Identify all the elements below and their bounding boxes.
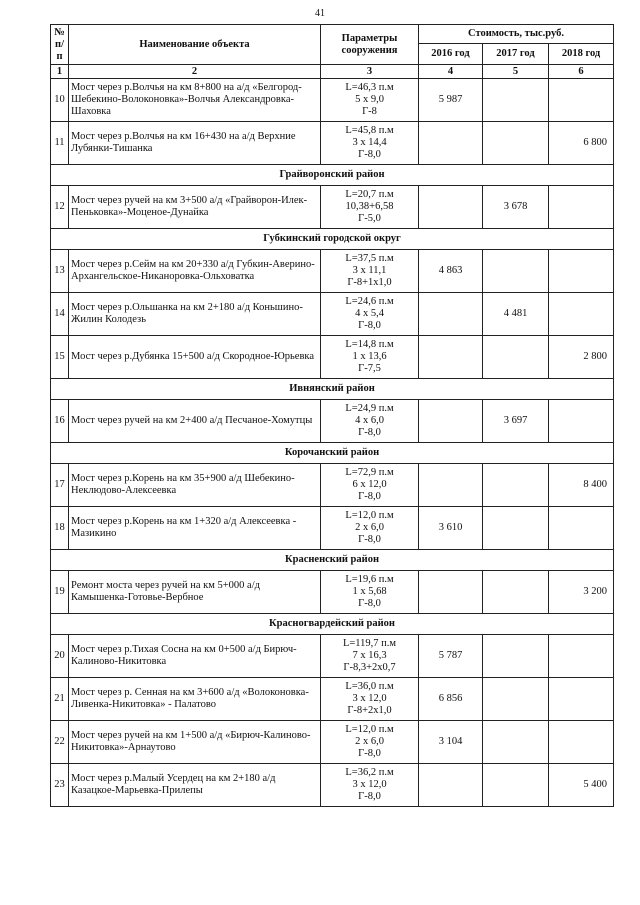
parameter-line: 3 х 14,4 [352, 137, 387, 148]
cost-2017 [483, 464, 549, 507]
parameter-line: Г-7,5 [358, 363, 381, 374]
row-number: 17 [51, 464, 69, 507]
district-title: Грайворонский район [51, 165, 614, 186]
cost-2016 [419, 400, 483, 443]
district-row [51, 379, 614, 400]
parameter-line: 4 х 5,4 [355, 308, 384, 319]
district-title: Корочанский район [51, 443, 614, 464]
parameter-line: Г-8,0 [358, 748, 381, 759]
row-number: 15 [51, 336, 69, 379]
column-index: 6 [549, 65, 614, 79]
column-index: 4 [419, 65, 483, 79]
table-row [51, 79, 614, 122]
parameter-line: 3 х 12,0 [352, 779, 387, 790]
parameter-line: L=12,0 п.м [345, 724, 394, 735]
object-name: Мост через р.Тихая Сосна на км 0+500 а/д Бирюч-Калиново-Никитовка [69, 635, 321, 678]
cost-2018: 6 800 [549, 122, 614, 165]
row-number: 11 [51, 122, 69, 165]
cost-2017 [483, 721, 549, 764]
parameter-line: L=45,8 п.м [345, 125, 394, 136]
parameter-line: 1 х 5,68 [352, 586, 387, 597]
district-row [51, 229, 614, 250]
cost-2018 [549, 293, 614, 336]
cost-2017 [483, 764, 549, 807]
header-year-2018: 2018 год [549, 44, 614, 65]
bridges-cost-table [50, 24, 614, 807]
header-year-2017: 2017 год [483, 44, 549, 65]
cost-2016 [419, 764, 483, 807]
cost-2018: 5 400 [549, 764, 614, 807]
district-title: Красногвардейский район [51, 614, 614, 635]
parameter-line: Г-8+1х1,0 [347, 277, 392, 288]
cost-2018 [549, 635, 614, 678]
parameter-line: 5 х 9,0 [355, 94, 384, 105]
district-row [51, 550, 614, 571]
parameter-line: L=46,3 п.м [345, 82, 394, 93]
table-row [51, 293, 614, 336]
row-number: 13 [51, 250, 69, 293]
parameter-line: L=24,6 п.м [345, 296, 394, 307]
object-parameters [321, 400, 419, 443]
parameter-line: 1 х 13,6 [352, 351, 387, 362]
parameter-line: Г-8,0 [358, 491, 381, 502]
cost-2017: 4 481 [483, 293, 549, 336]
cost-2016: 4 863 [419, 250, 483, 293]
parameter-line: Г-8,3+2х0,7 [343, 662, 396, 673]
parameter-line: Г-8,0 [358, 427, 381, 438]
cost-2016: 5 987 [419, 79, 483, 122]
row-number: 14 [51, 293, 69, 336]
table-row [51, 721, 614, 764]
column-index: 3 [321, 65, 419, 79]
object-name: Мост через р.Корень на км 35+900 а/д Шебекино-Неклюдово-Алексеевка [69, 464, 321, 507]
object-parameters [321, 79, 419, 122]
cost-2018: 2 800 [549, 336, 614, 379]
cost-2017 [483, 79, 549, 122]
header-cost: Стоимость, тыс.руб. [419, 25, 614, 44]
page-number: 41 [315, 8, 325, 19]
row-number: 23 [51, 764, 69, 807]
cost-2017 [483, 122, 549, 165]
table-row [51, 571, 614, 614]
table-row [51, 464, 614, 507]
cost-2016 [419, 464, 483, 507]
row-number: 19 [51, 571, 69, 614]
parameter-line: Г-8,0 [358, 791, 381, 802]
table-row [51, 186, 614, 229]
table-row [51, 250, 614, 293]
cost-2016 [419, 336, 483, 379]
cost-2016: 3 610 [419, 507, 483, 550]
district-title: Губкинский городской округ [51, 229, 614, 250]
cost-2018 [549, 678, 614, 721]
column-index: 5 [483, 65, 549, 79]
cost-2017 [483, 571, 549, 614]
parameter-line: 3 х 11,1 [352, 265, 387, 276]
object-parameters [321, 250, 419, 293]
parameter-line: 2 х 6,0 [355, 736, 384, 747]
cost-2017 [483, 336, 549, 379]
object-parameters [321, 678, 419, 721]
parameter-line: 2 х 6,0 [355, 522, 384, 533]
parameter-line: Г-8,0 [358, 598, 381, 609]
parameter-line: Г-8,0 [358, 149, 381, 160]
column-index: 1 [51, 65, 69, 79]
row-number: 18 [51, 507, 69, 550]
district-title: Красненский район [51, 550, 614, 571]
parameter-line: Г-8 [362, 106, 377, 117]
object-name: Мост через р. Сенная на км 3+600 а/д «Волоконовка-Ливенка-Никитовка» - Палатово [69, 678, 321, 721]
object-name: Ремонт моста через ручей на км 5+000 а/д Камышенка-Готовье-Вербное [69, 571, 321, 614]
table-row [51, 400, 614, 443]
parameter-line: L=72,9 п.м [345, 467, 394, 478]
parameter-line: 4 х 6,0 [355, 415, 384, 426]
table-row [51, 336, 614, 379]
parameter-line: L=119,7 п.м [342, 638, 397, 649]
header-parameters: Параметры сооружения [321, 25, 419, 65]
row-number: 10 [51, 79, 69, 122]
district-row [51, 614, 614, 635]
header-year-2016: 2016 год [419, 44, 483, 65]
cost-2017 [483, 678, 549, 721]
table-row [51, 764, 614, 807]
object-name: Мост через ручей на км 2+400 а/д Песчаное-Хомутцы [69, 400, 321, 443]
table-row [51, 507, 614, 550]
object-parameters [321, 764, 419, 807]
table-body [51, 79, 614, 807]
object-parameters [321, 635, 419, 678]
cost-2018 [549, 250, 614, 293]
parameter-line: Г-8,0 [358, 320, 381, 331]
object-parameters [321, 186, 419, 229]
district-row [51, 443, 614, 464]
row-number: 12 [51, 186, 69, 229]
parameter-line: 7 х 16,3 [352, 650, 387, 661]
parameter-line: L=14,8 п.м [345, 339, 394, 350]
object-name: Мост через р.Сейм на км 20+330 а/д Губкин-Аверино-Архангельское-Никаноровка-Ольховатка [69, 250, 321, 293]
object-name: Мост через р.Малый Усердец на км 2+180 а/д Казацкое-Марьевка-Прилепы [69, 764, 321, 807]
district-title: Ивнянский район [51, 379, 614, 400]
object-parameters [321, 464, 419, 507]
object-parameters [321, 571, 419, 614]
object-name: Мост через ручей на км 3+500 а/д «Грайворон-Илек-Пеньковка»-Моценое-Дунайка [69, 186, 321, 229]
row-number: 20 [51, 635, 69, 678]
column-index: 2 [69, 65, 321, 79]
parameter-line: L=36,0 п.м [345, 681, 394, 692]
cost-2018 [549, 400, 614, 443]
district-row [51, 165, 614, 186]
cost-2018: 3 200 [549, 571, 614, 614]
cost-2016 [419, 186, 483, 229]
parameter-line: 3 х 12,0 [352, 693, 387, 704]
header-number: № п/п [51, 25, 69, 65]
object-parameters [321, 122, 419, 165]
parameter-line: Г-8+2х1,0 [347, 705, 392, 716]
cost-2016: 3 104 [419, 721, 483, 764]
cost-2018: 8 400 [549, 464, 614, 507]
header-object-name: Наименование объекта [69, 25, 321, 65]
cost-2016: 6 856 [419, 678, 483, 721]
object-name: Мост через р.Волчья на км 8+800 на а/д «Белгород-Шебекино-Волоконовка»-Волчья Александровка-Шаховка [69, 79, 321, 122]
object-parameters [321, 507, 419, 550]
row-number: 21 [51, 678, 69, 721]
object-parameters [321, 721, 419, 764]
cost-2016 [419, 293, 483, 336]
table-row [51, 122, 614, 165]
parameter-line: L=24,9 п.м [345, 403, 394, 414]
parameter-line: L=12,0 п.м [345, 510, 394, 521]
parameter-line: L=37,5 п.м [345, 253, 394, 264]
cost-2018 [549, 721, 614, 764]
object-name: Мост через р.Волчья на км 16+430 на а/д Верхние Лубянки-Тишанка [69, 122, 321, 165]
object-parameters [321, 293, 419, 336]
cost-2018 [549, 79, 614, 122]
parameter-line: L=20,7 п.м [345, 189, 394, 200]
cost-2016 [419, 122, 483, 165]
cost-2017: 3 697 [483, 400, 549, 443]
row-number: 22 [51, 721, 69, 764]
parameter-line: L=19,6 п.м [345, 574, 394, 585]
parameter-line: 6 х 12,0 [352, 479, 387, 490]
parameter-line: Г-5,0 [358, 213, 381, 224]
cost-2017 [483, 250, 549, 293]
parameter-line: L=36,2 п.м [345, 767, 394, 778]
cost-2017: 3 678 [483, 186, 549, 229]
cost-2017 [483, 507, 549, 550]
row-number: 16 [51, 400, 69, 443]
object-name: Мост через р.Корень на км 1+320 а/д Алексеевка - Мазикино [69, 507, 321, 550]
object-parameters [321, 336, 419, 379]
cost-2017 [483, 635, 549, 678]
cost-2018 [549, 186, 614, 229]
parameter-line: Г-8,0 [358, 534, 381, 545]
cost-2016 [419, 571, 483, 614]
object-name: Мост через р.Ольшанка на км 2+180 а/д Коньшино-Жилин Колодезь [69, 293, 321, 336]
object-name: Мост через ручей на км 1+500 а/д «Бирюч-Калиново-Никитовка»-Арнаутово [69, 721, 321, 764]
cost-2018 [549, 507, 614, 550]
cost-2016: 5 787 [419, 635, 483, 678]
object-name: Мост через р.Дубянка 15+500 а/д Скородное-Юрьевка [69, 336, 321, 379]
table-row [51, 635, 614, 678]
parameter-line: 10,38+6,58 [345, 201, 394, 212]
table-row [51, 678, 614, 721]
